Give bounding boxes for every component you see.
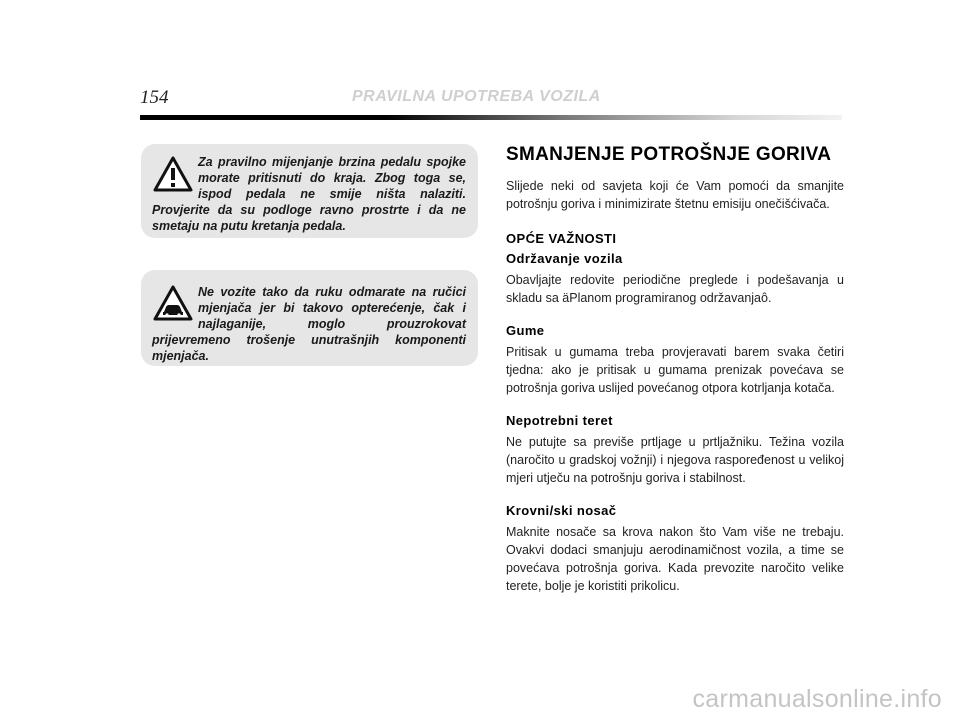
paragraph-load: Ne putujte sa previše prtljage u prtljažniku. Težina vozila (naročito u gradskoj vožnji) i njegova raspoređenost u velikoj mjeri utječu na potrošnju goriva i stabilnost. <box>506 435 844 485</box>
subheading-load: Nepotrebni teret <box>506 413 613 428</box>
intro-paragraph: Slijede neki od savjeta koji će Vam pomoći da smanjite potrošnju goriva i minimizirate štetnu emisiju onečišćivača. <box>506 179 844 211</box>
section-title: SMANJENJE POTROŠNJE GORIVA <box>506 144 832 165</box>
main-column <box>506 144 844 595</box>
paragraph-tyres: Pritisak u gumama treba provjeravati barem svaka četiri tjedna: ako je pritisak u gumama prenizak povećava se potrošnja goriva uslijed povećanog otpora kotrljanja kotača. <box>506 345 844 395</box>
warning-triangle-icon <box>152 154 194 194</box>
subheading-maintenance: Održavanje vozila <box>506 251 623 266</box>
running-header: PRAVILNA UPOTREBA VOZILA <box>352 88 601 105</box>
page-number: 154 <box>140 87 169 108</box>
car-caution-icon <box>152 284 194 324</box>
subheading-roof-rack: Krovni/ski nosač <box>506 503 617 518</box>
warning-text-gearlever: Ne vozite tako da ruku odmarate na ručici mjenjača jer bi takovo opterećenje, čak i najlaganije, moglo prouzrokovat prijevremeno trošenje unutrašnjih komponenti mjenjača. <box>152 285 466 363</box>
subheading-tyres: Gume <box>506 323 545 338</box>
paragraph-maintenance: Obavljajte redovite periodične preglede i podešavanja u skladu sa äPlanom programiranog održavanjaô. <box>506 273 844 305</box>
general-heading: OPĆE VAŽNOSTI <box>506 231 617 246</box>
warning-text-clutch: Za pravilno mijenjanje brzina pedalu spojke morate pritisnuti do kraja. Zbog toga se, ispod pedala ne smije ništa nalaziti. Provjerite da su podloge ravno prostrte i da ne smetaju na putu kretanja pedala. <box>152 155 466 233</box>
watermark: carmanualsonline.info <box>692 685 942 713</box>
header-rule <box>140 115 842 120</box>
warning-box-gearlever <box>141 270 478 366</box>
paragraph-roof-rack: Maknite nosače sa krova nakon što Vam više ne trebaju. Ovakvi dodaci smanjuju aerodinamičnost vozila, a time se povećava potrošnja goriva. Kada prevozite naročito velike terete, bolje je koristiti prikolicu. <box>506 525 844 593</box>
warning-box-clutch <box>141 144 478 238</box>
